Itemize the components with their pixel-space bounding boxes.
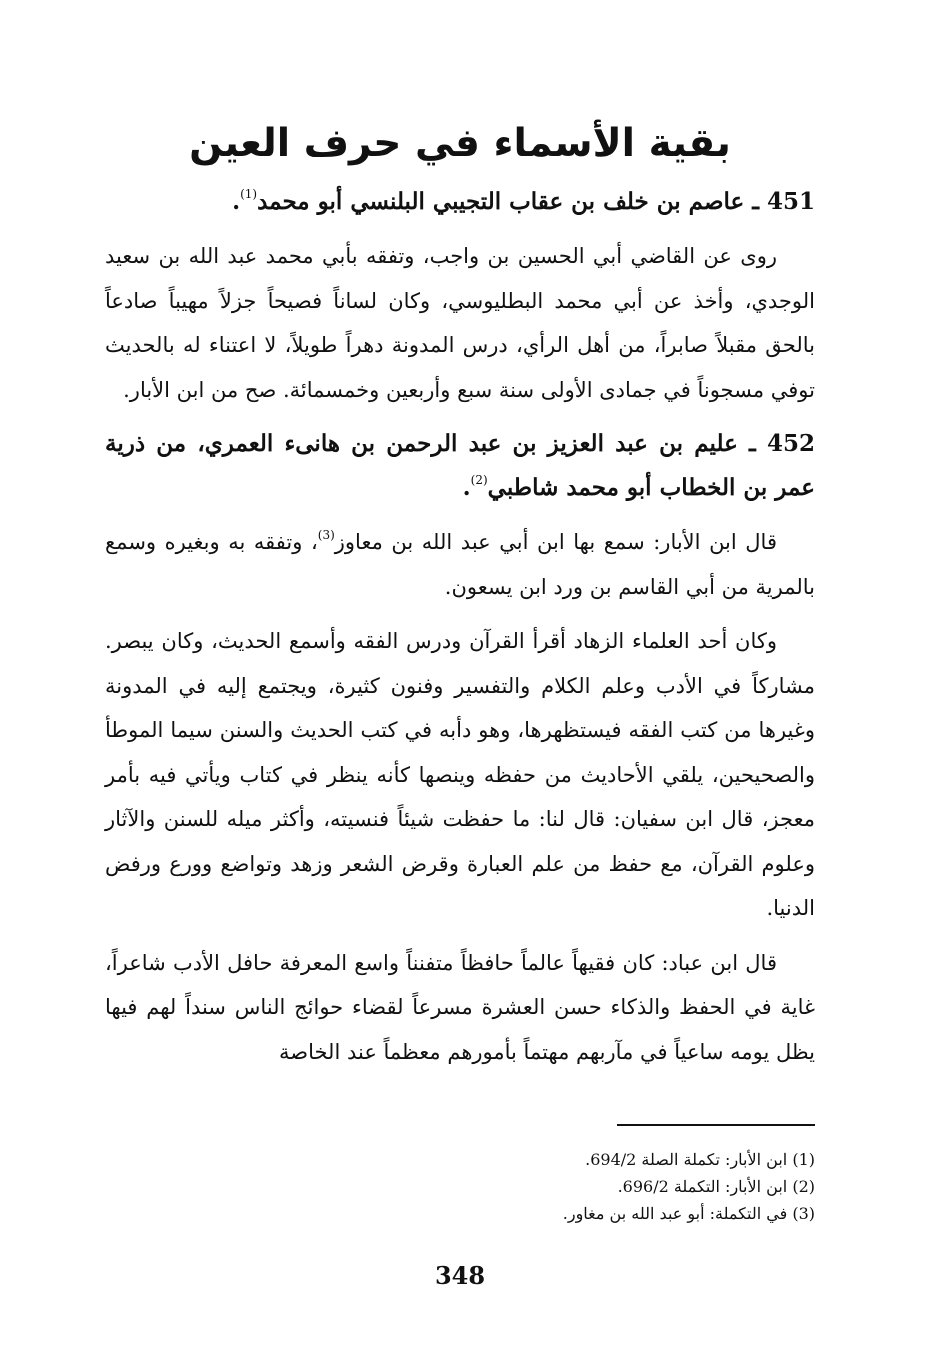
entry-452-paragraph-1-rest: ، وتفقه به وبغيره وسمع بالمرية من أبي القاسم بن ورد ابن يسعون.: [105, 530, 815, 599]
entry-452-number: 452: [766, 430, 815, 457]
entry-451-heading: [105, 180, 815, 224]
entry-452-paragraph-2: وكان أحد العلماء الزهاد أقرأ القرآن ودرس الفقه وأسمع الحديث، وكان يبصر. مشاركاً في الأدب وعلم الكلام والتفسير وفنون كثيرة، ويجتمع إليه في المدونة وغيرها من كتب الفقه فيستظهرها، وهو دأبه في كتب الحديث والسنن سيما الموطأ والصحيحين، يلقي الأحاديث من حفظه وينصها كأنه ينظر في كتاب ويأتي فيه بأمر معجز، قال ابن سفيان: قال لنا: ما حفظت شيئاً فنسيته، وأكثر ميله للسنن والآثار وعلوم القرآن، مع حفظ من علم العبارة وقرض الشعر وزهد وتواضع وورع ورفض الدنيا.: [105, 629, 815, 920]
entry-451-heading-text: ـ عاصم بن خلف بن عقاب التجيبي البلنسي أبو محمد: [257, 188, 767, 215]
footnote-2: (2) ابن الأبار: التكملة 696/2.: [617, 1177, 815, 1196]
page-number: 348: [434, 1261, 486, 1290]
footnote-divider: [617, 1124, 815, 1126]
page-title: بقية الأسماء في حرف العين: [189, 121, 731, 166]
entry-452-heading-end: .: [462, 474, 471, 501]
entry-452-paragraph-1: [105, 520, 815, 609]
footnote-ref-2[interactable]: (2): [470, 473, 488, 488]
footnote-1: (1) ابن الأبار: تكملة الصلة 694/2.: [585, 1150, 815, 1169]
entry-451-heading-end: .: [232, 188, 241, 215]
footnote-3: (3) في التكملة: أبو عبد الله بن مغاور.: [562, 1204, 815, 1223]
entry-451-number: 451: [766, 188, 815, 215]
footnotes-list: [105, 1146, 815, 1227]
entry-451-paragraph: روى عن القاضي أبي الحسين بن واجب، وتفقه بأبي محمد عبد الله بن سعيد الوجدي، وأخذ عن أبي محمد البطليوسي، وكان لساناً فصيحاً جزلاً مهيباً صادعاً بالحق مقبلاً صابراً، من أهل الرأي، درس المدونة دهراً طويلاً، لا اعتناء له بالحديث توفي مسجوناً في جمادى الأولى سنة سبع وأربعين وخمسمائة. صح من ابن الأبار.: [105, 244, 815, 402]
footnote-ref-1[interactable]: (1): [240, 187, 258, 202]
entry-452-heading: [105, 422, 815, 510]
entry-452-paragraph-1-text: قال ابن الأبار: سمع بها ابن أبي عبد الله بن معاوز: [334, 530, 777, 554]
entry-452-paragraph-3: قال ابن عباد: كان فقيهاً عالماً حافظاً متفنناً واسع المعرفة حافل الأدب شاعراً، غاية في الحفظ والذكاء حسن العشرة مسرعاً لقضاء حوائج الناس سنداً لهم فيها يظل يومه ساعياً في مآربهم مهتماً بأمورهم معظماً عند الخاصة: [105, 950, 815, 1064]
book-page: [105, 0, 815, 1370]
footnote-ref-3[interactable]: (3): [317, 528, 335, 542]
page-body: [105, 180, 815, 1084]
entry-452-heading-text: ـ عليم بن عبد العزيز بن عبد الرحمن بن هانىء العمري، من ذرية عمر بن الخطاب أبو محمد شاطبي: [105, 430, 815, 501]
